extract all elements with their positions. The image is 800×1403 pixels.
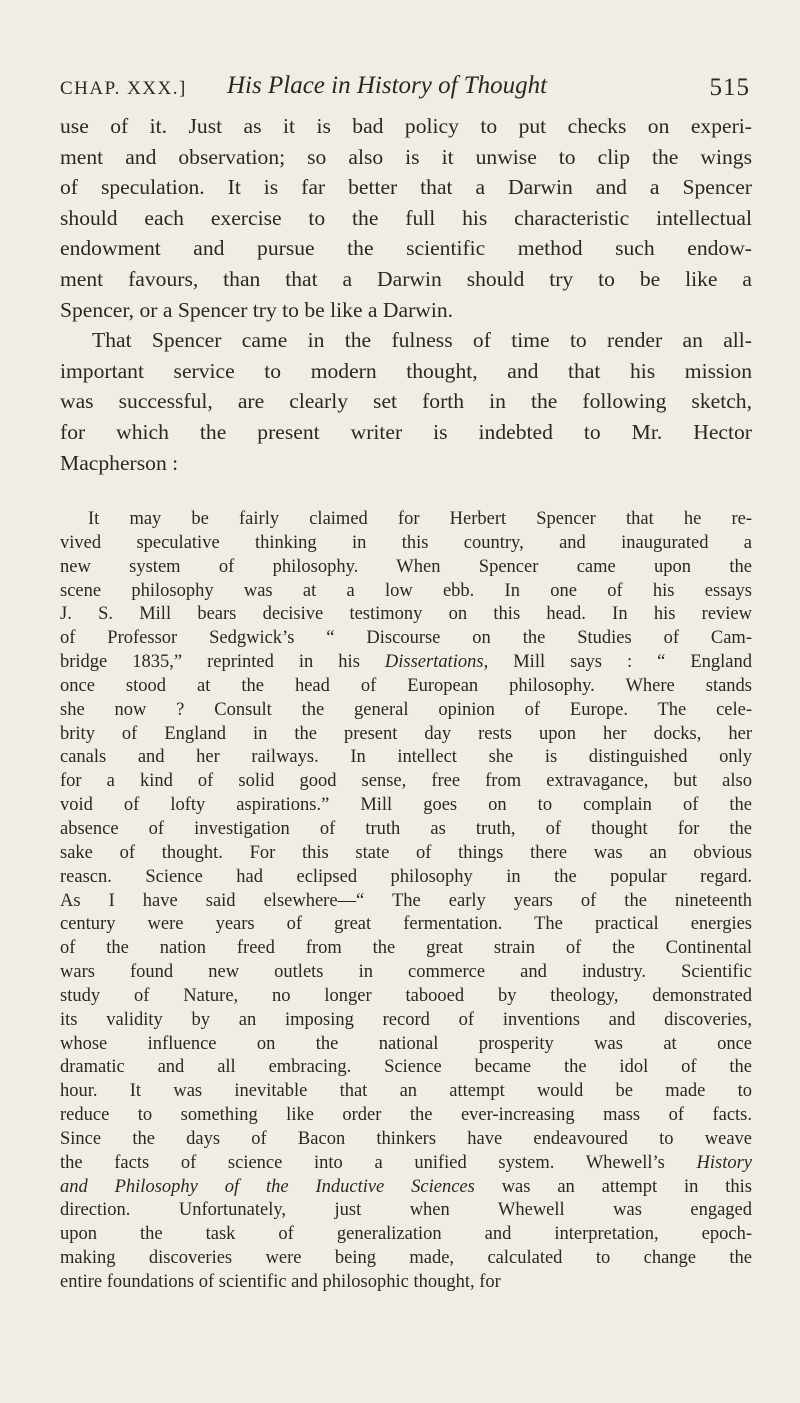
quote-line: J. S. Mill bears decisive testimony on this head. In his review: [60, 604, 752, 625]
italic-title: History: [696, 1152, 752, 1173]
page-number: 515: [709, 74, 750, 101]
chapter-label: CHAP. XXX.]: [60, 78, 187, 99]
quote-line: dramatic and all embracing. Science became the idol of the: [60, 1057, 752, 1078]
quote-line: brity of England in the present day rests upon her docks, her: [60, 723, 752, 744]
quote-line: for a kind of solid good sense, free from extravagance, but also: [60, 771, 752, 792]
text-line: Macpherson :: [60, 450, 179, 475]
quote-line: reduce to something like order the ever-increasing mass of facts.: [60, 1105, 752, 1126]
quote-line: the facts of science into a unified system. Whewell’s History: [60, 1152, 752, 1173]
quote-line: study of Nature, no longer tabooed by theology, demonstrated: [60, 985, 752, 1006]
quote-line: new system of philosophy. When Spencer came upon the: [60, 556, 752, 577]
block-quote: [60, 508, 752, 1295]
quote-line: As I have said elsewhere—“ The early years of the nineteenth: [60, 890, 752, 911]
italic-title: Dissertations: [384, 652, 484, 673]
quote-line: century were years of great fermentation. The practical energies: [60, 914, 752, 935]
text-line: was successful, are clearly set forth in the following sketch,: [60, 389, 752, 414]
italic-title: and Philosophy of the Inductive Sciences: [60, 1176, 475, 1197]
quote-line: vived speculative thinking in this country, and inaugurated a: [60, 532, 752, 553]
quote-line: upon the task of generalization and interpretation, epoch-: [60, 1224, 752, 1245]
text-line: endowment and pursue the scientific method such endow-: [60, 236, 752, 261]
text-line: should each exercise to the full his characteristic intellectual: [60, 205, 752, 230]
quote-line: entire foundations of scientific and philosophic thought, for: [60, 1272, 501, 1292]
running-head: [60, 70, 750, 110]
quote-line: once stood at the head of European philosophy. Where stands: [60, 675, 752, 696]
main-paragraphs: [60, 111, 752, 478]
quote-line: canals and her railways. In intellect she is distinguished only: [60, 747, 752, 768]
quote-line: direction. Unfortunately, just when Whewell was engaged: [60, 1200, 752, 1221]
quote-line: absence of investigation of truth as truth, of thought for the: [60, 818, 752, 839]
quote-line: of Professor Sedgwick’s “ Discourse on the Studies of Cam-: [60, 628, 752, 649]
quote-line: hour. It was inevitable that an attempt would be made to: [60, 1081, 752, 1102]
quote-line: sake of thought. For this state of things there was an obvious: [60, 842, 752, 863]
quote-line: void of lofty aspirations.” Mill goes on to complain of the: [60, 795, 752, 816]
quote-line: wars found new outlets in commerce and industry. Scientific: [60, 962, 752, 983]
quote-line: and Philosophy of the Inductive Sciences was an attempt in this: [60, 1176, 752, 1197]
quote-line: its validity by an imposing record of inventions and discoveries,: [60, 1009, 752, 1030]
quote-line: making discoveries were being made, calculated to change the: [60, 1248, 752, 1269]
text-line: use of it. Just as it is bad policy to put checks on experi-: [60, 114, 752, 138]
text-line: of speculation. It is far better that a Darwin and a Spencer: [60, 175, 752, 200]
quote-line: whose influence on the national prosperity was at once: [60, 1033, 752, 1054]
quote-line: she now ? Consult the general opinion of Europe. The cele-: [60, 699, 752, 720]
quote-line: Since the days of Bacon thinkers have endeavoured to weave: [60, 1128, 752, 1149]
text-line: for which the present writer is indebted to Mr. Hector: [60, 419, 752, 444]
quote-line: It may be fairly claimed for Herbert Spencer that he re-: [88, 509, 752, 529]
quote-line: of the nation freed from the great strain of the Continental: [60, 938, 752, 959]
quote-line: bridge 1835,” reprinted in his Dissertations, Mill says : “ England: [60, 652, 752, 673]
text-line: ment and observation; so also is it unwise to clip the wings: [60, 144, 752, 169]
quote-line: scene philosophy was at a low ebb. In one of his essays: [60, 580, 752, 601]
text-line: Spencer, or a Spencer try to be like a Darwin.: [60, 297, 454, 322]
running-title: His Place in History of Thought: [227, 72, 548, 99]
quote-line: reascn. Science had eclipsed philosophy in the popular regard.: [60, 866, 752, 887]
text-line: That Spencer came in the fulness of time to render an all-: [92, 328, 752, 353]
text-line: important service to modern thought, and that his mission: [60, 358, 752, 383]
text-line: ment favours, than that a Darwin should try to be like a: [60, 266, 752, 291]
